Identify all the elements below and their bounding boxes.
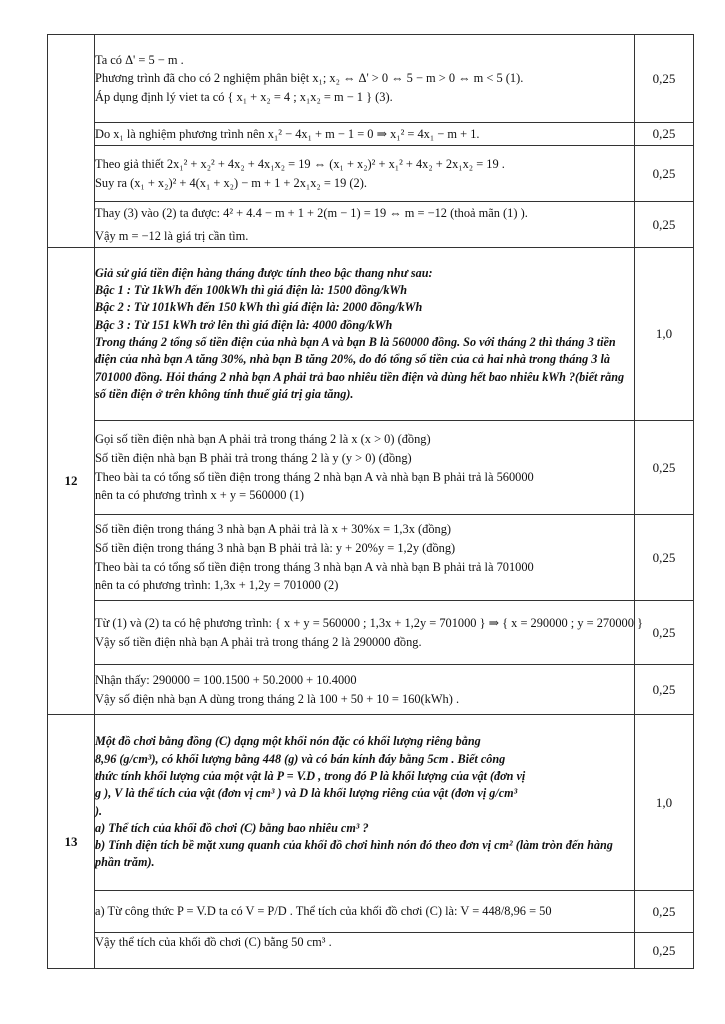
solution-cell: [95, 421, 635, 515]
solution-line: Vậy số tiền điện nhà bạn A phải trả trong tháng 2 là 290000 đồng.: [95, 634, 422, 649]
solution-cell: [95, 515, 635, 601]
solution-line: nên ta có phương trình: 1,3x + 1,2y = 701000 (2): [95, 578, 339, 593]
answer-row: [48, 202, 694, 248]
question-number-cell: 12: [48, 248, 95, 715]
score-cell: 0,25: [635, 35, 694, 123]
solution-cell: [95, 202, 635, 248]
solution-line: Vậy m = −12 là giá trị cần tìm.: [95, 228, 249, 243]
score-cell: 0,25: [635, 891, 694, 933]
score-cell: 1,0: [635, 248, 694, 421]
problem-row: [48, 248, 694, 421]
solution-cell: [95, 891, 635, 933]
problem-line: ).: [95, 803, 103, 818]
answer-row: [48, 601, 694, 665]
solution-line: Gọi số tiền điện nhà bạn A phải trả trong tháng 2 là x (x > 0) (đồng): [95, 432, 431, 447]
problem-line: thức tính khối lượng của một vật là P = V.D , trong đó P là khối lượng của vật (đơn vị: [95, 768, 526, 783]
problem-line: Bậc 3 : Từ 151 kWh trở lên thì giá điện là: 4000 đồng/kWh: [95, 317, 393, 332]
answer-row: [48, 35, 694, 123]
problem-line: Bậc 2 : Từ 101kWh đến 150 kWh thì giá điện là: 2000 đồng/kWh: [95, 300, 423, 315]
solution-line: Số tiền điện trong tháng 3 nhà bạn A phải trả là x + 30%x = 1,3x (đồng): [95, 522, 452, 537]
solution-cell: [95, 665, 635, 715]
solution-line: Vậy số điện nhà bạn A dùng trong tháng 2 là 100 + 50 + 10 = 160(kWh) .: [95, 691, 460, 706]
solution-line: Ta có Δ' = 5 − m .: [95, 52, 184, 67]
problem-line: Bậc 1 : Từ 1kWh đến 100kWh thì giá điện là: 1500 đồng/kWh: [95, 283, 408, 298]
solution-line: Theo bài ta có tổng số tiền điện trong tháng 2 nhà bạn A và nhà bạn B phải trả là 560000: [95, 469, 534, 484]
problem-line: b) Tính diện tích bề mặt xung quanh của khối đồ chơi hình nón đó theo đơn vị cm² (làm tròn đến hàng phần trăm).: [95, 838, 613, 870]
solution-line: Vậy thể tích của khối đồ chơi (C) bằng 50 cm³ .: [95, 935, 332, 949]
solution-line: Số tiền điện nhà bạn B phải trả trong tháng 2 là y (y > 0) (đồng): [95, 450, 412, 465]
solution-cell: [95, 35, 635, 123]
answer-row: [48, 421, 694, 515]
answer-row: [48, 515, 694, 601]
solution-cell: [95, 123, 635, 146]
problem-line: a) Thể tích của khối đồ chơi (C) bằng bao nhiêu cm³ ?: [95, 820, 369, 835]
solution-line: Theo giả thiết 2x₁² + x₂² + 4x₂ + 4x₁x₂ = 19 ⇔ (x₁ + x₂)² + x₁² + 4x₂ + 2x₁x₂ = 19 .: [95, 156, 505, 171]
score-cell: 0,25: [635, 515, 694, 601]
score-cell: 0,25: [635, 146, 694, 202]
score-cell: 0,25: [635, 123, 694, 146]
solution-cell: [95, 146, 635, 202]
solution-line: Nhận thấy: 290000 = 100.1500 + 50.2000 + 10.4000: [95, 672, 357, 687]
score-cell: 0,25: [635, 421, 694, 515]
answer-row: [48, 665, 694, 715]
problem-row: [48, 715, 694, 891]
answer-row: [48, 933, 694, 969]
score-cell: 0,25: [635, 601, 694, 665]
score-cell: 0,25: [635, 933, 694, 969]
solution-cell: [95, 601, 643, 665]
score-cell: 0,25: [635, 202, 694, 248]
problem-line: g ), V là thể tích của vật (đơn vị cm³ ) và D là khối lượng riêng của vật (đơn vị g/cm³: [95, 786, 518, 801]
solution-line: Từ (1) và (2) ta có hệ phương trình: { x + y = 560000 ; 1,3x + 1,2y = 701000 } ⇒ { x = 290000 ; y = 270000 }: [95, 615, 643, 630]
score-cell: 0,25: [635, 665, 694, 715]
problem-line: Giả sử giá tiền điện hàng tháng được tính theo bậc thang như sau:: [95, 265, 433, 280]
question-number-cell: 13: [48, 715, 95, 969]
solution-line: nên ta có phương trình x + y = 560000 (1): [95, 488, 304, 503]
answer-key-table: [47, 34, 694, 969]
answer-row: [48, 123, 694, 146]
answer-row: [48, 146, 694, 202]
solution-line: Thay (3) vào (2) ta được: 4² + 4.4 − m + 1 + 2(m − 1) = 19 ⇔ m = −12 (thoả mãn (1) ).: [95, 205, 528, 220]
solution-line: Do x₁ là nghiệm phương trình nên x₁² − 4x₁ + m − 1 = 0 ⇒ x₁² = 4x₁ − m + 1.: [95, 126, 480, 141]
problem-line: Một đồ chơi bằng đồng (C) dạng một khối nón đặc có khối lượng riêng bằng: [95, 734, 481, 749]
solution-line: Số tiền điện trong tháng 3 nhà bạn B phải trả là: y + 20%y = 1,2y (đồng): [95, 540, 456, 555]
problem-statement-cell: [95, 248, 635, 421]
solution-line: Phương trình đã cho có 2 nghiệm phân biệt x₁; x₂ ⇔ Δ' > 0 ⇔ 5 − m > 0 ⇔ m < 5 (1).: [95, 71, 524, 86]
solution-line: Theo bài ta có tổng số tiền điện trong tháng 3 nhà bạn A và nhà bạn B phải trả là 701000: [95, 559, 534, 574]
solution-line: Áp dụng định lý viet ta có { x₁ + x₂ = 4 ; x₁x₂ = m − 1 } (3).: [95, 89, 393, 104]
answer-row: [48, 891, 694, 933]
solution-line: a) Từ công thức P = V.D ta có V = P/D . Thể tích của khối đồ chơi (C) là: V = 448/8,96 = 50: [95, 904, 552, 919]
solution-cell: [95, 933, 635, 969]
question-number-cell: [48, 35, 95, 248]
solution-line: Suy ra (x₁ + x₂)² + 4(x₁ + x₂) − m + 1 + 2x₁x₂ = 19 (2).: [95, 175, 367, 190]
score-cell: 1,0: [635, 715, 694, 891]
problem-statement-cell: [95, 715, 635, 891]
problem-line: 8,96 (g/cm³), có khối lượng bằng 448 (g) và có bán kính đáy bằng 5cm . Biết công: [95, 751, 506, 766]
problem-line: Trong tháng 2 tổng số tiền điện của nhà bạn A và bạn B là 560000 đồng. So với tháng 2 thì tháng 3 tiền điện của nhà bạn A tăng 30%, nhà bạn B tăng 20%, do đó tổng số tiền của cả hai nhà trong tháng 3 là 701000 đồng. Hỏi tháng 2 nhà bạn A phải trả bao nhiêu tiền điện và dùng hết bao nhiêu kWh ?(biết rằng số tiền điện ở trên không tính thuế giá trị gia tăng).: [95, 335, 625, 401]
